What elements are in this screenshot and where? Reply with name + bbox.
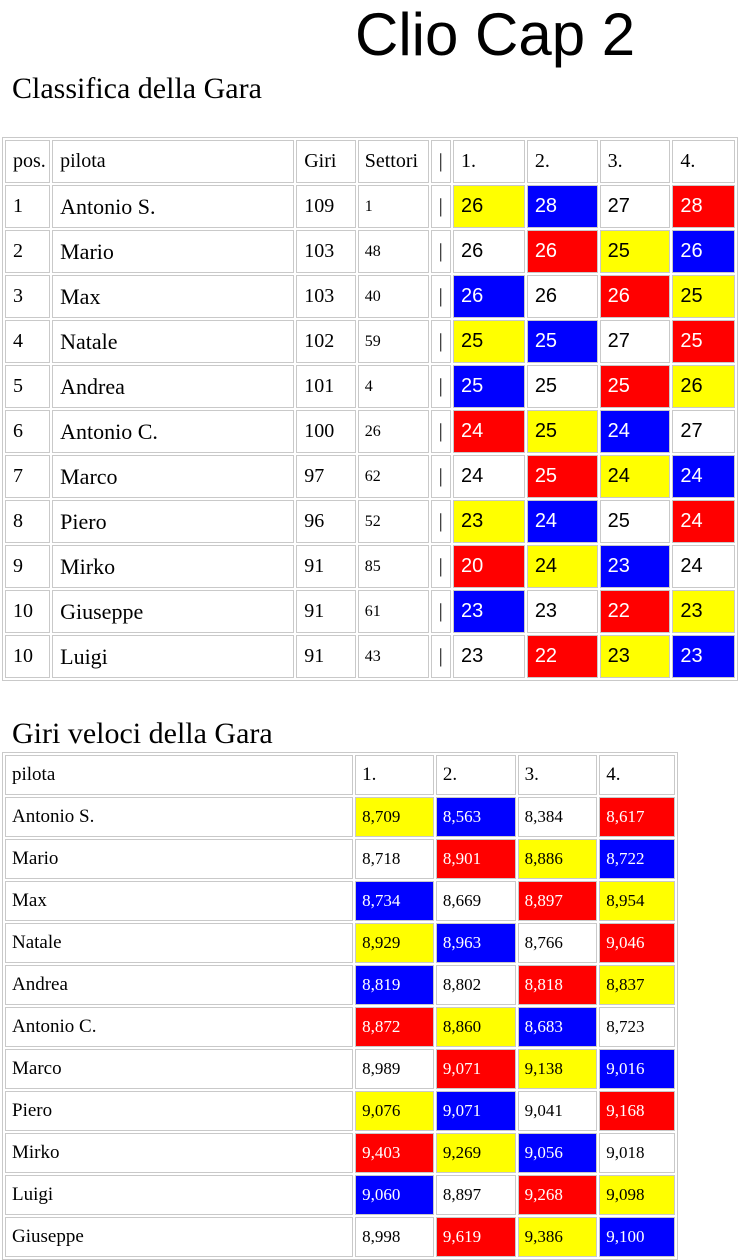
sector-4-cell: 23 (672, 635, 735, 678)
column-header-lap-4: 4. (599, 755, 675, 795)
sector-4-cell: 23 (672, 590, 735, 633)
sectors-cell: 4 (358, 365, 429, 408)
position-cell: 7 (5, 455, 50, 498)
sector-1-cell: 26 (453, 230, 525, 273)
sector-4-cell: 25 (672, 320, 735, 363)
table-row (5, 410, 735, 453)
sector-1-cell: 20 (453, 545, 525, 588)
lap-2-time-cell: 9,619 (436, 1217, 516, 1257)
sector-2-cell: 23 (527, 590, 598, 633)
sector-3-cell: 23 (600, 545, 671, 588)
lap-2-time-cell: 9,071 (436, 1091, 516, 1131)
position-cell: 10 (5, 590, 50, 633)
sector-4-cell: 26 (672, 365, 735, 408)
laps-cell: 100 (296, 410, 356, 453)
lap-4-time-cell: 8,722 (599, 839, 675, 879)
classifica-heading: Classifica della Gara (12, 72, 262, 105)
sector-1-cell: 24 (453, 455, 525, 498)
laps-cell: 96 (296, 500, 356, 543)
table-row (5, 230, 735, 273)
separator-cell: | (431, 590, 452, 633)
sectors-cell: 59 (358, 320, 429, 363)
separator-cell: | (431, 275, 452, 318)
sectors-cell: 1 (358, 185, 429, 228)
separator-cell: | (431, 365, 452, 408)
column-separator: | (431, 140, 452, 183)
column-header-sector-4: 4. (672, 140, 735, 183)
sector-1-cell: 24 (453, 410, 525, 453)
pilot-name-cell: Andrea (52, 365, 294, 408)
lap-4-time-cell: 8,617 (599, 797, 675, 837)
lap-4-time-cell: 9,098 (599, 1175, 675, 1215)
lap-1-time-cell: 8,989 (355, 1049, 434, 1089)
giri-veloci-table (2, 752, 678, 1260)
column-header-pilota: pilota (52, 140, 294, 183)
lap-1-time-cell: 8,929 (355, 923, 434, 963)
pilot-name-cell: Piero (52, 500, 294, 543)
column-header-lap-2: 2. (436, 755, 516, 795)
pilot-name-cell: Max (52, 275, 294, 318)
separator-cell: | (431, 500, 452, 543)
lap-1-time-cell: 8,998 (355, 1217, 434, 1257)
pilot-name-cell: Antonio S. (5, 797, 353, 837)
pilot-name-cell: Natale (52, 320, 294, 363)
table-row (5, 839, 675, 879)
sectors-cell: 62 (358, 455, 429, 498)
sectors-cell: 48 (358, 230, 429, 273)
table-row (5, 881, 675, 921)
laps-cell: 97 (296, 455, 356, 498)
sector-1-cell: 26 (453, 275, 525, 318)
lap-1-time-cell: 8,872 (355, 1007, 434, 1047)
laps-cell: 91 (296, 545, 356, 588)
table-row (5, 1049, 675, 1089)
sector-2-cell: 26 (527, 230, 598, 273)
lap-4-time-cell: 9,100 (599, 1217, 675, 1257)
sector-3-cell: 22 (600, 590, 671, 633)
lap-3-time-cell: 8,384 (518, 797, 598, 837)
pilot-name-cell: Antonio S. (52, 185, 294, 228)
position-cell: 10 (5, 635, 50, 678)
separator-cell: | (431, 545, 452, 588)
table-row (5, 365, 735, 408)
column-header-sector-3: 3. (600, 140, 671, 183)
position-cell: 5 (5, 365, 50, 408)
sector-4-cell: 24 (672, 455, 735, 498)
lap-2-time-cell: 8,563 (436, 797, 516, 837)
laps-cell: 109 (296, 185, 356, 228)
table-row (5, 923, 675, 963)
laps-cell: 103 (296, 275, 356, 318)
lap-3-time-cell: 9,268 (518, 1175, 598, 1215)
lap-2-time-cell: 9,269 (436, 1133, 516, 1173)
sector-4-cell: 25 (672, 275, 735, 318)
lap-4-time-cell: 9,046 (599, 923, 675, 963)
laps-cell: 103 (296, 230, 356, 273)
table-row (5, 275, 735, 318)
sector-1-cell: 23 (453, 635, 525, 678)
lap-1-time-cell: 9,076 (355, 1091, 434, 1131)
lap-2-time-cell: 9,071 (436, 1049, 516, 1089)
pilot-name-cell: Piero (5, 1091, 353, 1131)
table-row (5, 797, 675, 837)
sector-3-cell: 27 (600, 320, 671, 363)
giri-veloci-header-row (5, 755, 675, 795)
pilot-name-cell: Luigi (52, 635, 294, 678)
laps-cell: 91 (296, 635, 356, 678)
lap-1-time-cell: 8,819 (355, 965, 434, 1005)
sectors-cell: 52 (358, 500, 429, 543)
table-row (5, 455, 735, 498)
separator-cell: | (431, 230, 452, 273)
lap-1-time-cell: 8,718 (355, 839, 434, 879)
classifica-table (2, 137, 738, 681)
position-cell: 8 (5, 500, 50, 543)
table-row (5, 320, 735, 363)
lap-2-time-cell: 8,897 (436, 1175, 516, 1215)
sector-3-cell: 27 (600, 185, 671, 228)
pilot-name-cell: Mirko (5, 1133, 353, 1173)
sector-2-cell: 25 (527, 410, 598, 453)
pilot-name-cell: Max (5, 881, 353, 921)
position-cell: 1 (5, 185, 50, 228)
pilot-name-cell: Antonio C. (52, 410, 294, 453)
sectors-cell: 43 (358, 635, 429, 678)
sector-4-cell: 27 (672, 410, 735, 453)
column-header-sector-1: 1. (453, 140, 525, 183)
table-row (5, 1217, 675, 1257)
lap-2-time-cell: 8,901 (436, 839, 516, 879)
laps-cell: 91 (296, 590, 356, 633)
table-row (5, 1091, 675, 1131)
sector-4-cell: 28 (672, 185, 735, 228)
sector-1-cell: 23 (453, 500, 525, 543)
lap-2-time-cell: 8,669 (436, 881, 516, 921)
lap-3-time-cell: 8,818 (518, 965, 598, 1005)
sector-1-cell: 25 (453, 320, 525, 363)
position-cell: 9 (5, 545, 50, 588)
lap-1-time-cell: 8,709 (355, 797, 434, 837)
sector-3-cell: 26 (600, 275, 671, 318)
sector-2-cell: 25 (527, 320, 598, 363)
lap-1-time-cell: 9,403 (355, 1133, 434, 1173)
laps-cell: 102 (296, 320, 356, 363)
lap-1-time-cell: 8,734 (355, 881, 434, 921)
table-row (5, 185, 735, 228)
sectors-cell: 85 (358, 545, 429, 588)
sector-4-cell: 24 (672, 500, 735, 543)
sector-2-cell: 25 (527, 365, 598, 408)
column-header-giri: Giri (296, 140, 356, 183)
pilot-name-cell: Giuseppe (5, 1217, 353, 1257)
separator-cell: | (431, 635, 452, 678)
table-row (5, 1007, 675, 1047)
pilot-name-cell: Luigi (5, 1175, 353, 1215)
sector-1-cell: 23 (453, 590, 525, 633)
lap-2-time-cell: 8,963 (436, 923, 516, 963)
lap-3-time-cell: 9,056 (518, 1133, 598, 1173)
sector-1-cell: 26 (453, 185, 525, 228)
separator-cell: | (431, 455, 452, 498)
sector-2-cell: 28 (527, 185, 598, 228)
pilot-name-cell: Andrea (5, 965, 353, 1005)
sector-3-cell: 24 (600, 410, 671, 453)
table-row (5, 545, 735, 588)
lap-3-time-cell: 9,041 (518, 1091, 598, 1131)
lap-2-time-cell: 8,802 (436, 965, 516, 1005)
column-header-settori: Settori (358, 140, 429, 183)
lap-2-time-cell: 8,860 (436, 1007, 516, 1047)
pilot-name-cell: Mario (5, 839, 353, 879)
sector-1-cell: 25 (453, 365, 525, 408)
pilot-name-cell: Natale (5, 923, 353, 963)
classifica-header-row (5, 140, 735, 183)
sectors-cell: 40 (358, 275, 429, 318)
column-header-pos: pos. (5, 140, 50, 183)
column-header-sector-2: 2. (527, 140, 598, 183)
laps-cell: 101 (296, 365, 356, 408)
sectors-cell: 61 (358, 590, 429, 633)
table-row (5, 635, 735, 678)
separator-cell: | (431, 320, 452, 363)
pilot-name-cell: Marco (52, 455, 294, 498)
lap-3-time-cell: 8,683 (518, 1007, 598, 1047)
giri-veloci-heading: Giri veloci della Gara (12, 717, 273, 750)
position-cell: 4 (5, 320, 50, 363)
separator-cell: | (431, 410, 452, 453)
table-row (5, 500, 735, 543)
lap-4-time-cell: 8,723 (599, 1007, 675, 1047)
lap-3-time-cell: 8,886 (518, 839, 598, 879)
lap-4-time-cell: 9,016 (599, 1049, 675, 1089)
pilot-name-cell: Mirko (52, 545, 294, 588)
sector-3-cell: 25 (600, 500, 671, 543)
pilot-name-cell: Antonio C. (5, 1007, 353, 1047)
sector-3-cell: 23 (600, 635, 671, 678)
column-header-lap-3: 3. (518, 755, 598, 795)
lap-1-time-cell: 9,060 (355, 1175, 434, 1215)
lap-3-time-cell: 8,897 (518, 881, 598, 921)
sector-2-cell: 24 (527, 545, 598, 588)
table-row (5, 965, 675, 1005)
column-header-lap-1: 1. (355, 755, 434, 795)
pilot-name-cell: Marco (5, 1049, 353, 1089)
column-header-pilota: pilota (5, 755, 353, 795)
pilot-name-cell: Mario (52, 230, 294, 273)
sector-4-cell: 26 (672, 230, 735, 273)
position-cell: 3 (5, 275, 50, 318)
lap-3-time-cell: 9,138 (518, 1049, 598, 1089)
sector-3-cell: 24 (600, 455, 671, 498)
sector-3-cell: 25 (600, 365, 671, 408)
lap-4-time-cell: 8,954 (599, 881, 675, 921)
position-cell: 6 (5, 410, 50, 453)
separator-cell: | (431, 185, 452, 228)
sector-2-cell: 25 (527, 455, 598, 498)
pilot-name-cell: Giuseppe (52, 590, 294, 633)
table-row (5, 590, 735, 633)
sector-2-cell: 24 (527, 500, 598, 543)
sector-2-cell: 26 (527, 275, 598, 318)
lap-3-time-cell: 9,386 (518, 1217, 598, 1257)
table-row (5, 1175, 675, 1215)
sector-3-cell: 25 (600, 230, 671, 273)
table-row (5, 1133, 675, 1173)
lap-4-time-cell: 9,168 (599, 1091, 675, 1131)
sector-4-cell: 24 (672, 545, 735, 588)
lap-3-time-cell: 8,766 (518, 923, 598, 963)
position-cell: 2 (5, 230, 50, 273)
page-title: Clio Cap 2 (355, 1, 636, 68)
sector-2-cell: 22 (527, 635, 598, 678)
lap-4-time-cell: 8,837 (599, 965, 675, 1005)
lap-4-time-cell: 9,018 (599, 1133, 675, 1173)
sectors-cell: 26 (358, 410, 429, 453)
